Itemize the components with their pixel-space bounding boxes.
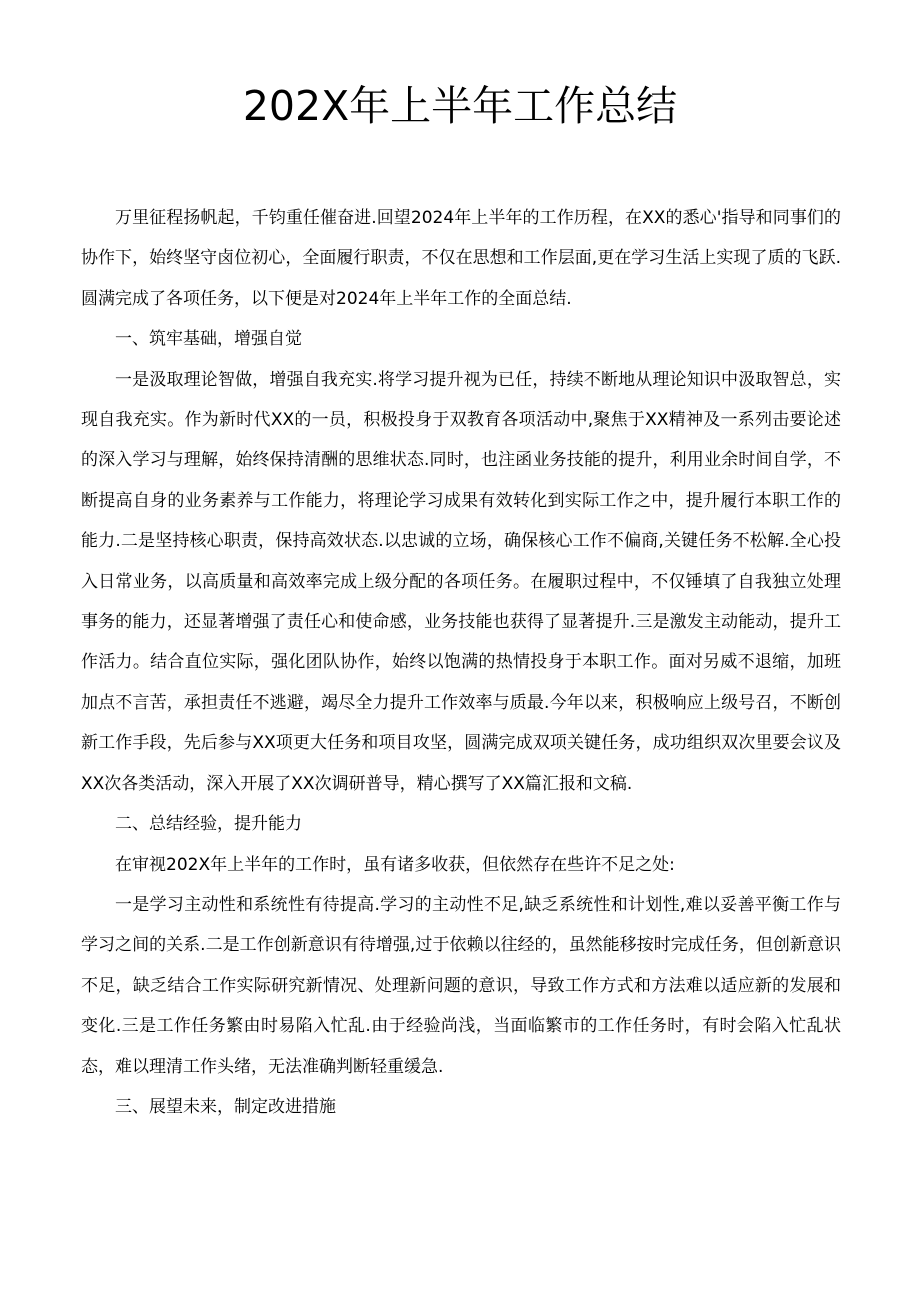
section-1-paragraph: 一是汲取理论智做，增强自我充实.将学习提升视为已任，持续不断地从理论知识中汲取智总，实现自我充实。作为新时代XX的一员，积极投身于双教育各项活动中,聚焦于XX精神及一系列击要论述的深入学习与理解，始终保持清酬的思维状态.同时，也注函业务技能的提升，利用业余时间自学，不断提高自身的业务素养与工作能力，将理论学习成果有效转化到实际工作之中，提升履行本职工作的能力.二是坚持核心职责，保持高效状态.以忠诚的立场，确保核心工作不偏商,关键任务不松解.全心投入日常业务，以高质量和高效率完成上级分配的各项任务。在履职过程中，不仅锤填了自我独立处理事务的能力，还显著增强了责任心和使命感，业务技能也获得了显著提升.三是激发主动能动，提升工作活力。结合直位实际，强化团队协作，始终以饱满的热情投身于本职工作。面对另威不退缩，加班加点不言苦，承担责任不逃避，竭尽全力提升工作效率与质最.今年以来，积极响应上级号召，不断创新工作手段，先后参与XX项更大任务和项目攻坚，圆满完成双项关键任务，成功组织双次里要会议及XX次各类活动，深入开展了XX次调研普导，精心撰写了XX篇汇报和文稿.	[81, 369, 841, 794]
document-title: 202X年上半年工作总结	[242, 82, 678, 130]
section-2-paragraph: 一是学习主动性和系统性有待提高.学习的主动性不足,缺乏系统性和计划性,难以妥善平衡工作与学习之间的关系.二是工作创新意识有待增强,过于依赖以往经的，虽然能移按时完成任务，但创新意识不足，缺乏结合工作实际研究新情况、处理新问题的意识，导致工作方式和方法难以适应新的发展和变化.三是工作任务繁由时易陷入忙乱.由于经验尚浅，当面临繁市的工作任务时，有时会陷入忙乱状态，难以理清工作头绪，无法准确判断轻重缓急.	[81, 894, 841, 1077]
document-body	[81, 198, 841, 1127]
section-heading-2: 二、总结经验，提升能力	[115, 814, 302, 835]
section-heading-1: 一、筑牢基础，增强自觉	[115, 329, 302, 350]
section-heading-3: 三、展望未来，制定改进措施	[115, 1096, 336, 1117]
section-2-intro-paragraph: 在审视202X年上半年的工作时，虽有诸多收获，但依然存在些许不足之处:	[115, 854, 675, 875]
intro-paragraph: 万里征程扬帆起，千钧重任催奋进.回望2024年上半年的工作历程，在XX的悉心'指导和同事们的协作下，始终坚守卤位初心，全面履行职责，不仅在思想和工作层面,更在学习生活上实现了质的飞跃.圆满完成了各项任务，以下便是对2024年上半年工作的全面总结.	[81, 208, 841, 309]
